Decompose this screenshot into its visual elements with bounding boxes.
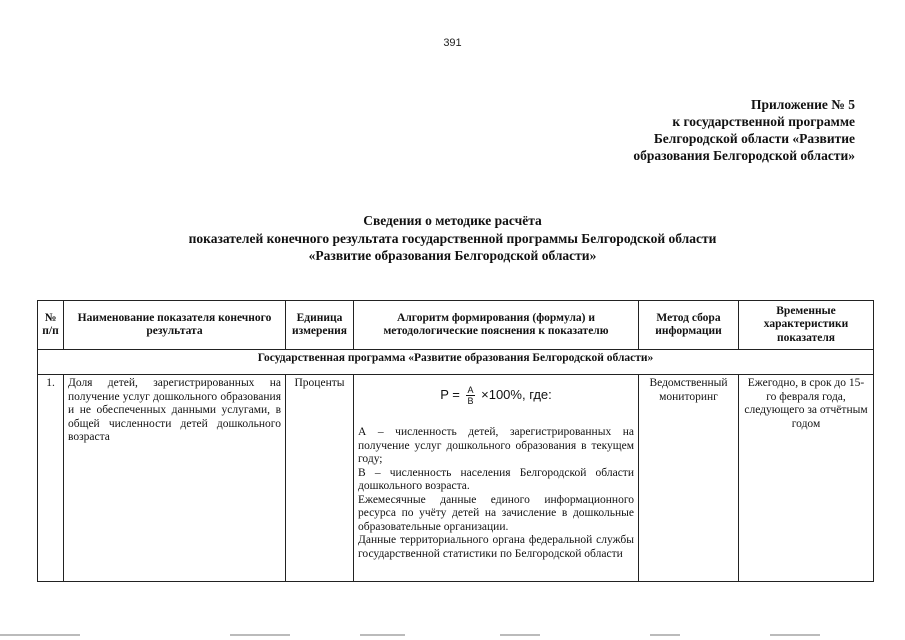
methodology-table — [37, 300, 874, 582]
title-line-2: показателей конечного результата государственной программы Белгородской области — [188, 230, 717, 246]
header-name: Наименование показателя конечного результата — [64, 301, 286, 350]
title-line-1: Сведения о методике расчёта — [363, 213, 542, 228]
formula-lhs: P = — [440, 386, 460, 402]
appendix-line-1: Приложение № 5 — [751, 97, 855, 112]
appendix-line-4: образования Белгородской области» — [633, 148, 855, 163]
formula-fraction — [466, 385, 474, 406]
appendix-line-2: к государственной программе — [672, 114, 855, 129]
appendix-header — [555, 96, 855, 164]
explanation-source-1: Ежемесячные данные единого информационного ресурса по учёту детей на зачисление в дошкольные образовательные организации. — [358, 493, 634, 533]
row-unit: Проценты — [286, 375, 354, 582]
page-number: 391 — [443, 37, 462, 49]
formula — [358, 385, 634, 406]
header-algorithm: Алгоритм формирования (формула) и методологические пояснения к показателю — [354, 301, 639, 350]
scan-edge-marks — [0, 634, 905, 637]
row-method: Ведомственный мониторинг — [639, 375, 739, 582]
header-unit: Единица измерения — [286, 301, 354, 350]
title-line-3: «Развитие образования Белгородской области» — [308, 248, 597, 263]
table-header-row — [38, 301, 874, 350]
row-indicator-name: Доля детей, зарегистрированных на получение услуг дошкольного образования и не обеспеченных данными услугами, в общей численности детей дошкольного возраста — [64, 375, 286, 582]
section-row — [38, 350, 874, 375]
section-title: Государственная программа «Развитие образования Белгородской области» — [38, 350, 874, 375]
formula-numerator: A — [467, 385, 474, 395]
row-timing: Ежегодно, в срок до 15-го февраля года, следующего за отчётным годом — [739, 375, 874, 582]
formula-denominator: B — [467, 396, 474, 406]
header-method: Метод сбора информации — [639, 301, 739, 350]
document-title — [0, 212, 905, 265]
header-timing: Временные характеристики показателя — [739, 301, 874, 350]
row-algorithm — [354, 375, 639, 582]
row-num: 1. — [38, 375, 64, 582]
header-num: № п/п — [38, 301, 64, 350]
explanation-source-2: Данные территориального органа федеральной службы государственной статистики по Белгородской области — [358, 534, 634, 560]
formula-rhs: ×100%, где: — [481, 386, 552, 402]
appendix-line-3: Белгородской области «Развитие — [653, 131, 855, 146]
table-row — [38, 375, 874, 582]
explanation-a: А – численность детей, зарегистрированных на получение услуг дошкольного образования в текущем году; — [358, 426, 634, 465]
explanation-b: В – численность населения Белгородской области дошкольного возраста. — [358, 466, 634, 492]
